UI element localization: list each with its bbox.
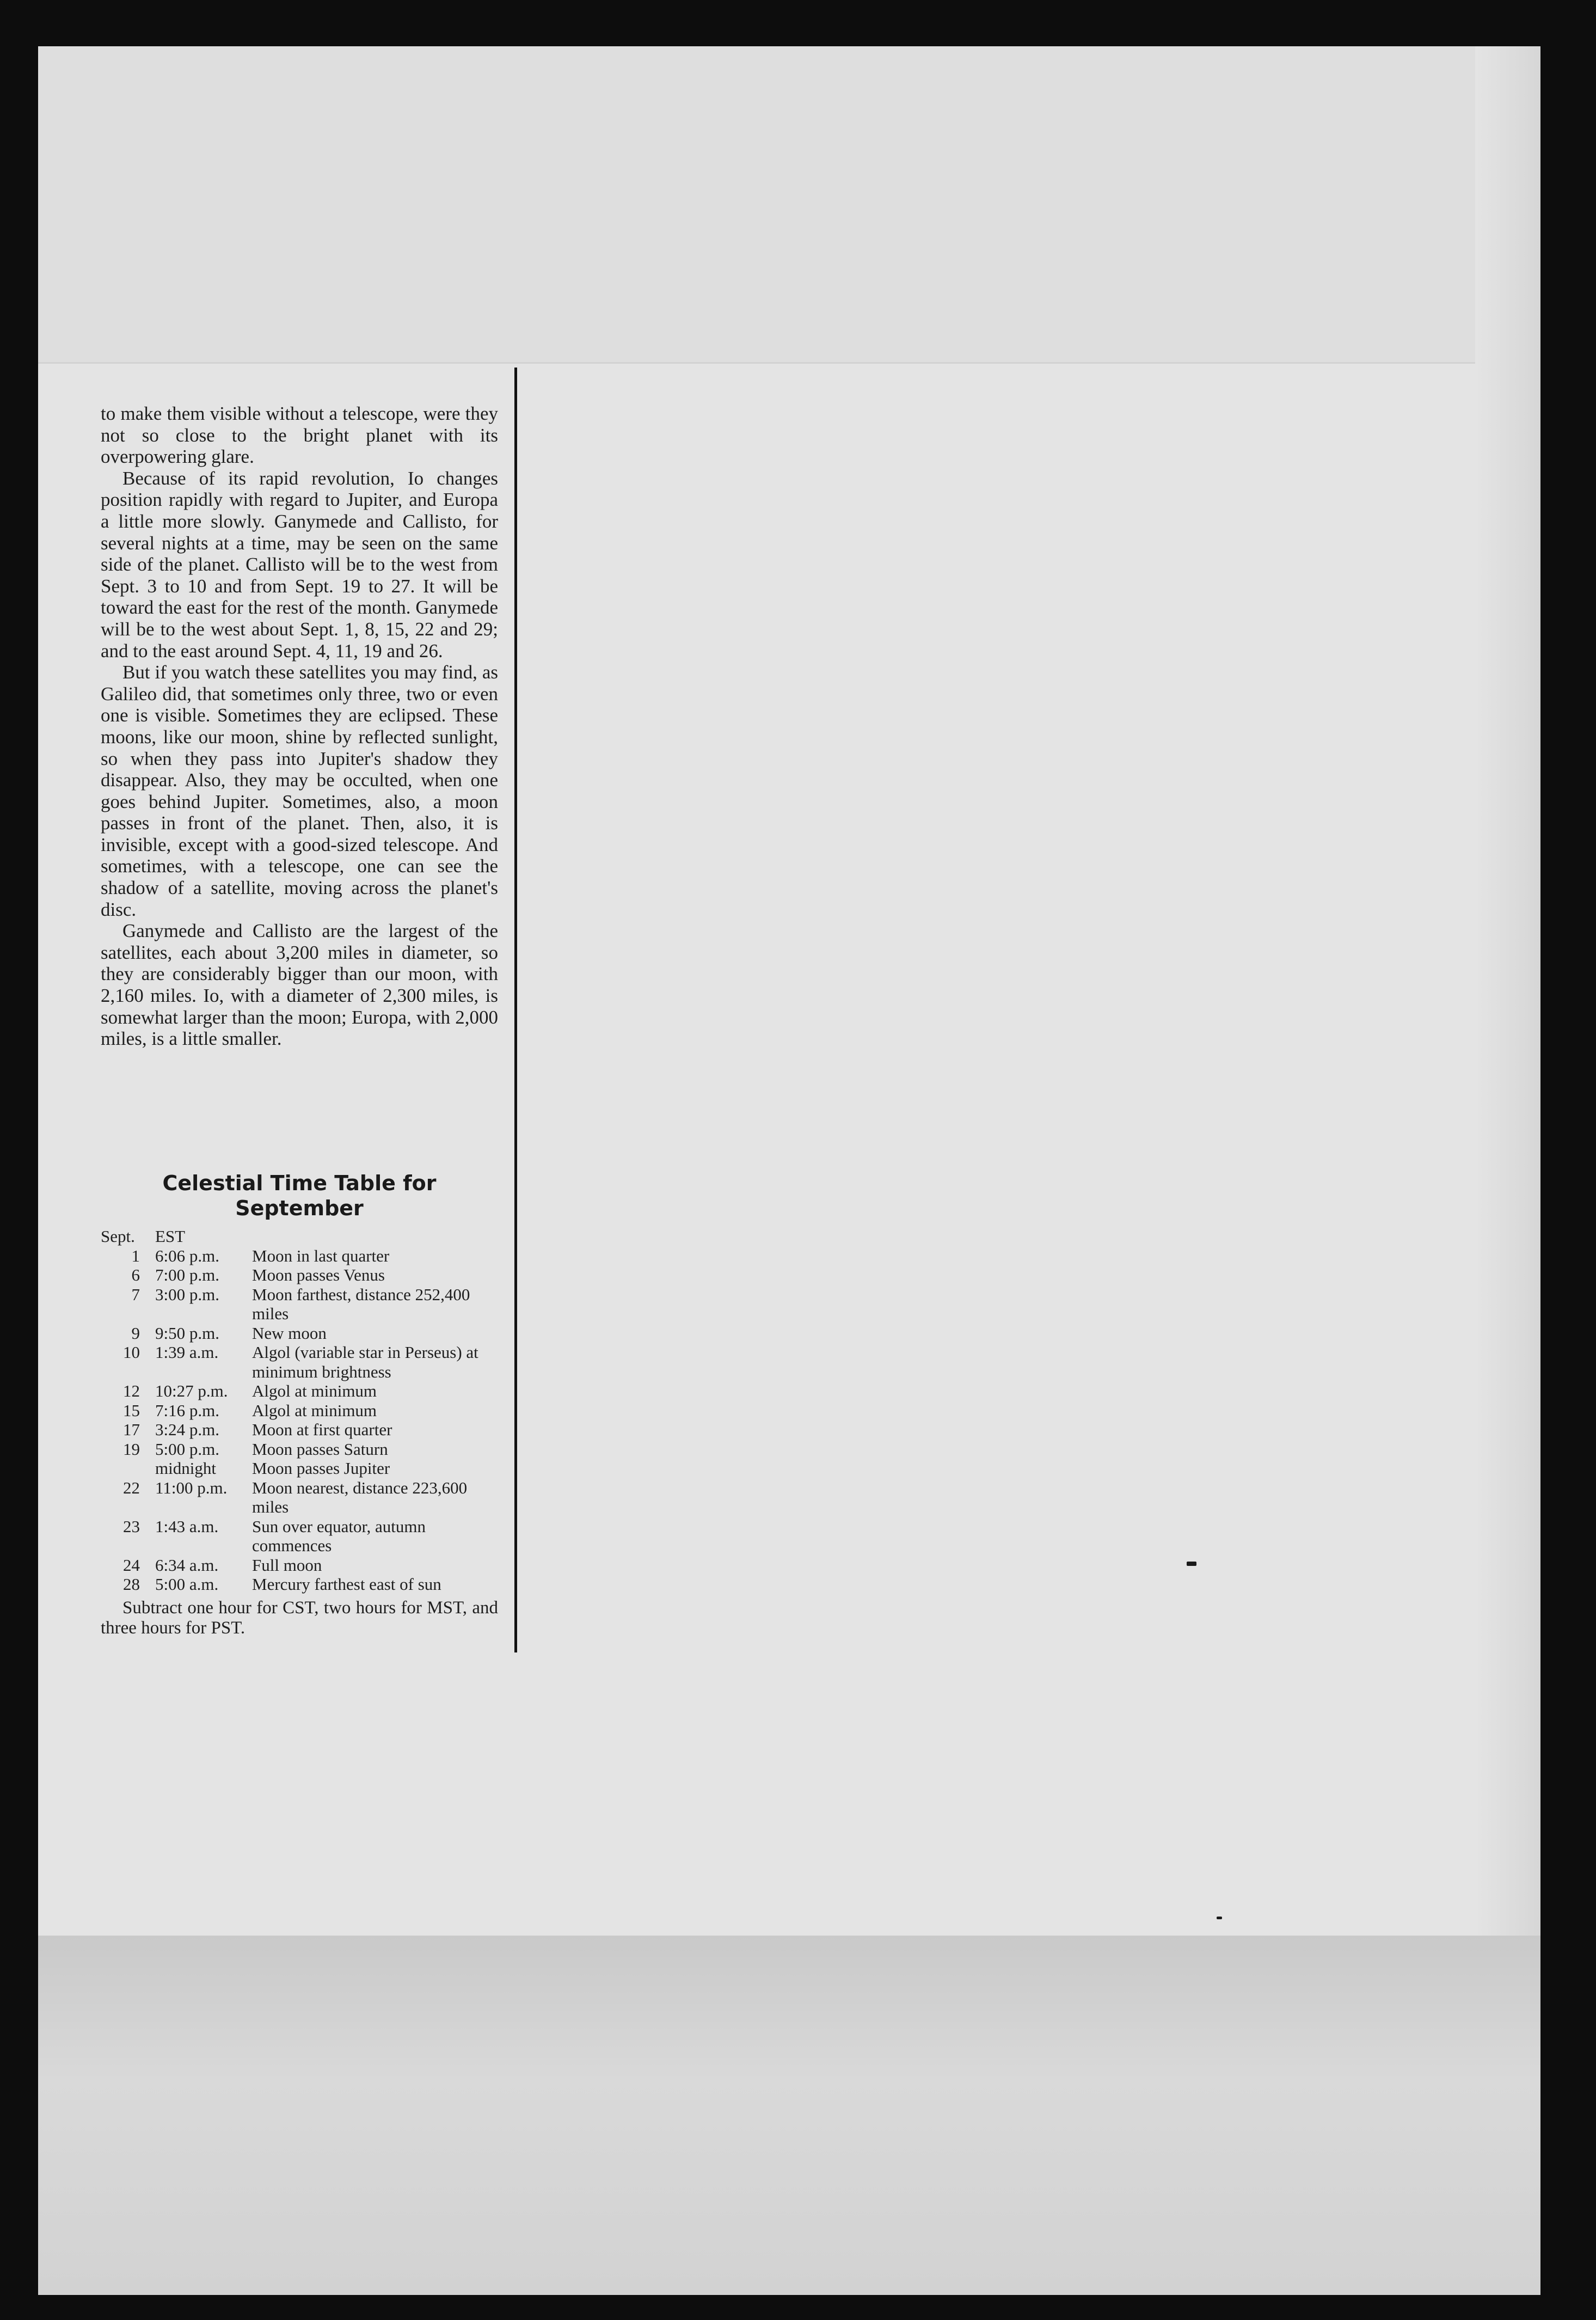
row-time: 7:16 p.m. [155,1400,219,1420]
column-divider [514,368,517,1652]
timetable-row [101,1324,504,1343]
timetable-row [101,1420,504,1440]
row-event: Moon passes Saturn [252,1439,388,1459]
timetable-row [101,1440,504,1459]
timetable-body [101,1246,504,1594]
row-event: Moon nearest, distance 223,600 miles [252,1478,468,1516]
timetable-header [101,1227,504,1246]
row-time: 1:43 a.m. [155,1516,219,1536]
row-day: 19 [123,1439,140,1459]
row-event: Mercury farthest east of sun [252,1575,441,1594]
row-day: 7 [131,1284,140,1304]
scan-speck [1217,1917,1222,1919]
row-time: 11:00 p.m. [155,1478,228,1497]
row-time: 5:00 p.m. [155,1439,219,1459]
timetable-title: Celestial Time Table for September [162,1171,437,1220]
header-event [252,1227,504,1246]
row-day [101,1459,155,1478]
timetable [101,1227,504,1594]
row-day: 23 [123,1516,140,1536]
row-event: Moon passes Jupiter [252,1459,390,1478]
header-day: Sept. [101,1227,135,1246]
row-time: 6:06 p.m. [155,1246,219,1265]
row-day: 22 [123,1478,140,1497]
row-time: 1:39 a.m. [155,1343,219,1362]
row-time: 6:34 a.m. [155,1555,219,1575]
row-day: 1 [131,1246,140,1265]
timetable-row [101,1459,504,1478]
row-day: 28 [123,1575,140,1594]
row-event: Moon farthest, distance 252,400 miles [252,1284,470,1323]
row-time: 9:50 p.m. [155,1323,219,1343]
article-paragraph: But if you watch these satellites you may find, as Galileo did, that sometimes only three, two or even one is visible. Sometimes they are eclipsed. These moons, like our moon, shine by reflected sunlight, so when they pass into Jupiter's shadow they disappear. Also, they may be occulted, when one goes behind Jupiter. Sometimes, also, a moon passes in front of the planet. Then, also, it is invisible, except with a good-sized telescope. And sometimes, with a telescope, one can see the shadow of a satellite, moving across the planet's disc. [101,662,498,920]
row-time: 7:00 p.m. [155,1265,219,1284]
row-day: 9 [131,1323,140,1343]
article-paragraph: Because of its rapid revolution, Io changes position rapidly with regard to Jupiter, and Europa a little more slowly. Ganymede and Callisto, for several nights at a time, may be seen on the same side of the planet. Callisto will be to the west from Sept. 3 to 10 and from Sept. 19 to 27. It will be toward the east for the rest of the month. Ganymede will be to the west about Sept. 1, 8, 15, 22 and 29; and to the east around Sept. 4, 11, 19 and 26. [101,467,498,662]
row-time: 3:24 p.m. [155,1420,219,1439]
timetable-row [101,1401,504,1421]
row-event: Moon passes Venus [252,1265,385,1284]
article-column [101,403,498,1050]
row-time: 3:00 p.m. [155,1284,219,1304]
timetable-row [101,1265,504,1285]
timetable-row [101,1246,504,1266]
row-event: Sun over equator, autumn commences [252,1516,426,1555]
row-day: 10 [123,1343,140,1362]
page-fold-line [38,362,1540,364]
timetable-row [101,1478,504,1517]
row-day: 6 [131,1265,140,1284]
row-time: midnight [155,1459,216,1478]
row-day: 24 [123,1555,140,1575]
header-time: EST [155,1227,186,1246]
timetable-row [101,1556,504,1575]
row-event: Algol at minimum [252,1400,377,1420]
scan-speck [1187,1562,1196,1566]
timetable-row [101,1381,504,1401]
row-event: Algol (variable star in Perseus) at minimum brightness [252,1343,478,1381]
row-day: 12 [123,1381,140,1400]
row-event: Algol at minimum [252,1381,377,1400]
timetable-row [101,1285,504,1324]
row-event: Full moon [252,1555,322,1575]
row-time: 5:00 a.m. [155,1575,219,1594]
row-event: Moon in last quarter [252,1246,390,1265]
page-edge-shadow [1475,46,1540,1936]
row-event: New moon [252,1323,327,1343]
page-bottom-band [38,1936,1540,2295]
timetable-row [101,1343,504,1381]
timezone-note: Subtract one hour for CST, two hours for MST, and three hours for PST. [101,1598,498,1638]
timetable-row [101,1517,504,1556]
row-event: Moon at first quarter [252,1420,392,1439]
row-day: 15 [123,1400,140,1420]
row-time: 10:27 p.m. [155,1381,228,1400]
page-top-band [38,46,1540,362]
article-paragraph: to make them visible without a telescope, were they not so close to the bright planet with its overpowering glare. [101,403,498,468]
row-day: 17 [123,1420,140,1439]
timetable-row [101,1575,504,1594]
article-paragraph: Ganymede and Callisto are the largest of the satellites, each about 3,200 miles in diameter, so they are considerably bigger than our moon, with 2,160 miles. Io, with a diameter of 2,300 miles, is somewhat larger than the moon; Europa, with 2,000 miles, is a little smaller. [101,920,498,1050]
